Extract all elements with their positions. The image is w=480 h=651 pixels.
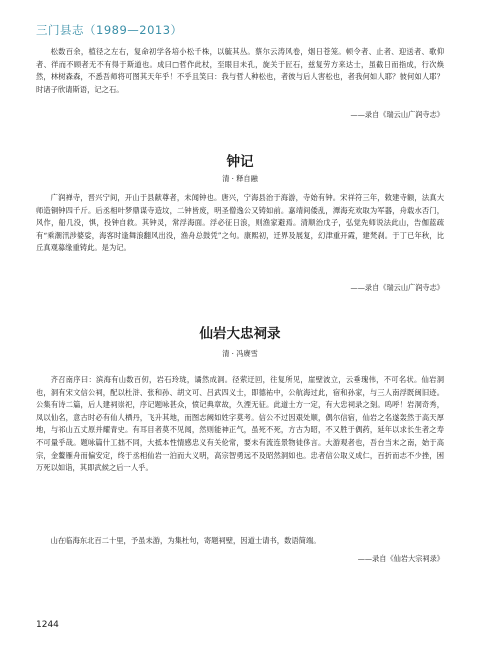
article-shrine-paragraph-2: 山在临海东北百二十里，予虽未游，为集杜句，寄题祠壁，因道士请书，数语简端。 bbox=[50, 536, 321, 545]
page-number: 1244 bbox=[36, 620, 59, 630]
top-passage-source: ——录自《瑞云山广润寺志》 bbox=[350, 110, 444, 119]
article-title-bell: 钟记 bbox=[226, 154, 254, 170]
article-shrine-source: ——录自《仙岩大宗祠录》 bbox=[357, 554, 444, 563]
article-title-shrine: 仙岩大忠祠录 bbox=[199, 326, 281, 342]
article-bell-source: ——录自《瑞云山广润寺志》 bbox=[350, 283, 444, 292]
top-passage-paragraph: 松数百余，植径之左右，复命初学各培小松千株，以毓其丛。蔡尔云涛风卷，烟日苍笼。顿令者、止者、迎送者、歌仰者、徉而不顾者无不有得于斯道也。成曰□哲作此杖，至眼目未孔，旋关于匠石，兹复劳方来达士，虽截日而指成，行次焕然，林树森森，不悉吾师将可图其天年乎！不乎且笑曰：我与哲人种松也，者彼与后人害松也，者我何如人耶？彼何如人耶？时诸子欣请斯语，记之石。 bbox=[36, 47, 444, 94]
article-author-bell: 清 · 释自融 bbox=[222, 174, 258, 183]
running-header: 三门县志（1989—2013） bbox=[36, 23, 183, 37]
article-shrine-paragraph-1: 齐召南序曰：滨海有山数百仞，岩石玲珑，谲然成洞。径萦迂回，往复所见，崖壁波立，云垂瑰伟，不可名状。仙岩洞也，洞有宋文信公祠，配以杜浒、张和孙、胡文可、吕武四义士，即德祐中，公航海过此，宿和孙家，与三人南浮既闽旧迹。公集有诗二篇，后人建祠崇祀，序记题咏甚众，愤记典章故，久湮无征。此道士方一定，有大忠祠录之刻。呜呼！岩洞奇秀，凤以仙名，意古时必有仙人栖丹，飞升其地，而图志阙如姓字莫考。信公不过因艰处顺，偶尔信宿，仙岩之名遂轰然于高天厚地，与祁山五丈原并耀青史。有耳目者莫不见闻，然则能神正气，虽死不死，方古为昭，不又胜于偶药，延年以求长生者之寿不可量乎哉。题咏篇什工拙不同，大抵本性情感忠义有关伦常，要未有流连景物徒侈言。大游观者也，吾台当末之南，始于高宗，金鳌雁舟而偏安定，终于丞相仙岩一泊而大义明，高宗智勇远不及昭然洞如也。忠者信公取义成仁，百折而志不少挫，困万死以如诣，其即武候之后一人乎。 bbox=[36, 375, 444, 473]
article-author-shrine: 清 · 冯赓雪 bbox=[222, 349, 258, 358]
article-bell-paragraph: 广润禅寺，晋兴宁间，开山于县献尊者，未闻钟也。唐兴，宁海县治于海游，寺始有钟。宋祥符三年，敕建寺额，法真大师造铜钟四千斤。后丞相叶梦鼎谋寺造坟，二钟皆废，明圣僧逸公又铸如前。嘉靖间倭乱，潭海充欢取为军器，舟载水否门，风作，船几没，惧，投钟自救。其钟灵，常浮海面。浮必征日浪，则渔家避焉。清顺治戊子，弘觉先师说法此山，告伽蓝疏有“乘潮汛涉婆娑，海客时逢舞浪翻风出没，渔舟总鼓凭”之句。康熙初，迁界及展复，幻津重开霞，建梵刹。于丁已年秋，比丘真观募缘重铸此。是为记。 bbox=[36, 193, 444, 253]
